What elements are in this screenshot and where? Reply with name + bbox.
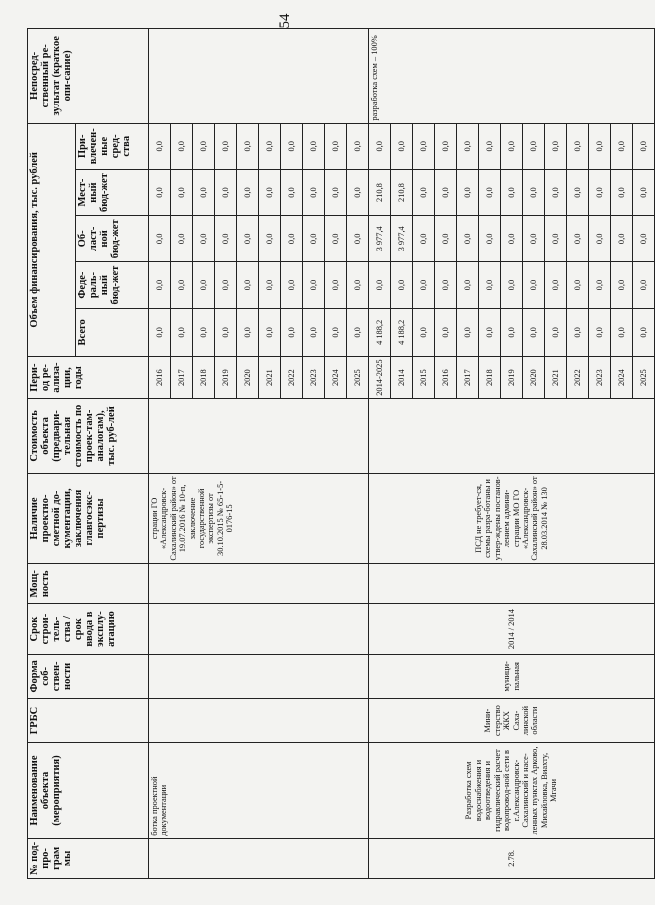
attracted-cell: 0,0 bbox=[435, 123, 457, 169]
total-cell: 0,0 bbox=[281, 308, 303, 356]
local-cell: 0,0 bbox=[193, 169, 215, 215]
total-cell: 0,0 bbox=[259, 308, 281, 356]
federal-cell: 0,0 bbox=[501, 262, 523, 308]
federal-cell: 0,0 bbox=[215, 262, 237, 308]
block2-psd: ПСД не требует-ся, схемы разра-ботаны и утвер-ждены постанов-лением админи-страции МО ГО «Александровск-Сахалинский район» от 28.03.2014 № 130 bbox=[369, 473, 655, 564]
attracted-cell: 0,0 bbox=[281, 123, 303, 169]
header-num: № под-про-грам мы bbox=[28, 838, 149, 878]
regional-cell: 0,0 bbox=[237, 216, 259, 262]
total-cell: 0,0 bbox=[633, 308, 655, 356]
block2-result: разработка схем – 100% bbox=[369, 29, 655, 124]
federal-cell: 0,0 bbox=[237, 262, 259, 308]
federal-cell: 0,0 bbox=[413, 262, 435, 308]
attracted-cell: 0,0 bbox=[215, 123, 237, 169]
attracted-cell: 0,0 bbox=[501, 123, 523, 169]
header-period: Пери-од ре-ализа-ции, годы bbox=[28, 357, 149, 399]
year-cell: 2018 bbox=[479, 357, 501, 399]
local-cell: 0,0 bbox=[589, 169, 611, 215]
federal-cell: 0,0 bbox=[611, 262, 633, 308]
attracted-cell: 0,0 bbox=[523, 123, 545, 169]
year-cell: 2024 bbox=[611, 357, 633, 399]
financing-table bbox=[27, 28, 655, 879]
local-cell: 0,0 bbox=[633, 169, 655, 215]
federal-cell: 0,0 bbox=[281, 262, 303, 308]
federal-cell: 0,0 bbox=[479, 262, 501, 308]
attracted-cell: 0,0 bbox=[567, 123, 589, 169]
block1-name: ботка проектной документации bbox=[149, 743, 369, 839]
header-power: Мощ-ность bbox=[28, 564, 149, 604]
local-cell: 0,0 bbox=[479, 169, 501, 215]
local-cell: 0,0 bbox=[171, 169, 193, 215]
header-attracted: При-влечен-ные сред-ства bbox=[76, 123, 149, 169]
regional-cell: 0,0 bbox=[347, 216, 369, 262]
year-cell: 2025 bbox=[347, 357, 369, 399]
year-cell: 2020 bbox=[523, 357, 545, 399]
year-cell: 2014 bbox=[391, 357, 413, 399]
year-cell: 2015 bbox=[413, 357, 435, 399]
attracted-cell: 0,0 bbox=[589, 123, 611, 169]
local-cell: 0,0 bbox=[523, 169, 545, 215]
block1-cost bbox=[149, 399, 369, 473]
total-cell: 0,0 bbox=[501, 308, 523, 356]
header-regional: Об-ласт-ной бюд-жет bbox=[76, 216, 149, 262]
regional-cell: 0,0 bbox=[567, 216, 589, 262]
attracted-cell: 0,0 bbox=[325, 123, 347, 169]
rotated-table-container bbox=[27, 28, 648, 879]
regional-cell: 0,0 bbox=[545, 216, 567, 262]
total-cell: 4 188,2 bbox=[369, 308, 391, 356]
federal-cell: 0,0 bbox=[391, 262, 413, 308]
local-cell: 0,0 bbox=[545, 169, 567, 215]
federal-cell: 0,0 bbox=[545, 262, 567, 308]
local-cell: 0,0 bbox=[435, 169, 457, 215]
header-name: Наименование объекта (мероприятия) bbox=[28, 743, 149, 839]
total-cell: 0,0 bbox=[171, 308, 193, 356]
regional-cell: 0,0 bbox=[193, 216, 215, 262]
federal-cell: 0,0 bbox=[523, 262, 545, 308]
local-cell: 210,8 bbox=[369, 169, 391, 215]
year-cell: 2021 bbox=[259, 357, 281, 399]
federal-cell: 0,0 bbox=[435, 262, 457, 308]
regional-cell: 0,0 bbox=[215, 216, 237, 262]
local-cell: 0,0 bbox=[611, 169, 633, 215]
header-total: Всего bbox=[76, 308, 149, 356]
attracted-cell: 0,0 bbox=[479, 123, 501, 169]
local-cell: 0,0 bbox=[347, 169, 369, 215]
header-form: Форма соб-ствен-ности bbox=[28, 654, 149, 698]
header-psd: Наличие проектно-сметной до-кументации, заключения главгосэкс-пертизы bbox=[28, 473, 149, 564]
local-cell: 210,8 bbox=[391, 169, 413, 215]
block2-grbs: Мини-стерство ЖКХ Саха-линской области bbox=[369, 698, 655, 742]
header-result: Непосред-ственный ре-зультат (краткое опи-сание) bbox=[28, 29, 149, 124]
year-cell: 2022 bbox=[567, 357, 589, 399]
attracted-cell: 0,0 bbox=[171, 123, 193, 169]
total-cell: 0,0 bbox=[413, 308, 435, 356]
attracted-cell: 0,0 bbox=[545, 123, 567, 169]
total-cell: 4 188,2 bbox=[391, 308, 413, 356]
local-cell: 0,0 bbox=[149, 169, 171, 215]
regional-cell: 0,0 bbox=[171, 216, 193, 262]
block2-name: Разработка схем водоснабжения и водоотведения и гидравлический расчет водопровод-ной сети в г.Александровск-Сахалинский и насе-ленных пунктах Арково, Михайловка, Виахту, Мгачи bbox=[369, 743, 655, 839]
local-cell: 0,0 bbox=[457, 169, 479, 215]
year-cell: 2021 bbox=[545, 357, 567, 399]
regional-cell: 0,0 bbox=[413, 216, 435, 262]
block1-power bbox=[149, 564, 369, 604]
regional-cell: 0,0 bbox=[633, 216, 655, 262]
block1-psd: страции ГО «Александровск-Сахалинский район» от 19.07.2016 № 10-п, заключение государственной экспертизы от 30.10.2015 № 65-1-5-0176-15 bbox=[149, 473, 369, 564]
block1-grbs bbox=[149, 698, 369, 742]
local-cell: 0,0 bbox=[303, 169, 325, 215]
header-fin-group: Объем финансирования, тыс. рублей bbox=[28, 123, 76, 356]
federal-cell: 0,0 bbox=[171, 262, 193, 308]
regional-cell: 0,0 bbox=[435, 216, 457, 262]
total-cell: 0,0 bbox=[435, 308, 457, 356]
regional-cell: 0,0 bbox=[523, 216, 545, 262]
year-cell: 2024 bbox=[325, 357, 347, 399]
total-cell: 0,0 bbox=[325, 308, 347, 356]
table-row bbox=[149, 29, 171, 879]
regional-cell: 0,0 bbox=[259, 216, 281, 262]
federal-cell: 0,0 bbox=[325, 262, 347, 308]
block2-cost bbox=[369, 399, 655, 473]
block1-form bbox=[149, 654, 369, 698]
local-cell: 0,0 bbox=[215, 169, 237, 215]
regional-cell: 3 977,4 bbox=[369, 216, 391, 262]
regional-cell: 0,0 bbox=[457, 216, 479, 262]
block2-term: 2014 / 2014 bbox=[369, 604, 655, 654]
total-cell: 0,0 bbox=[545, 308, 567, 356]
year-cell: 2023 bbox=[589, 357, 611, 399]
local-cell: 0,0 bbox=[501, 169, 523, 215]
federal-cell: 0,0 bbox=[149, 262, 171, 308]
block1-result bbox=[149, 29, 369, 124]
federal-cell: 0,0 bbox=[633, 262, 655, 308]
year-cell: 2020 bbox=[237, 357, 259, 399]
year-cell: 2016 bbox=[435, 357, 457, 399]
total-cell: 0,0 bbox=[237, 308, 259, 356]
attracted-cell: 0,0 bbox=[259, 123, 281, 169]
page-number: 54 bbox=[277, 13, 293, 29]
local-cell: 0,0 bbox=[567, 169, 589, 215]
regional-cell: 0,0 bbox=[501, 216, 523, 262]
attracted-cell: 0,0 bbox=[457, 123, 479, 169]
total-cell: 0,0 bbox=[457, 308, 479, 356]
block2-num: 2.78. bbox=[369, 838, 655, 878]
year-cell: 2022 bbox=[281, 357, 303, 399]
block2-power bbox=[369, 564, 655, 604]
attracted-cell: 0,0 bbox=[193, 123, 215, 169]
attracted-cell: 0,0 bbox=[413, 123, 435, 169]
total-cell: 0,0 bbox=[589, 308, 611, 356]
total-cell: 0,0 bbox=[479, 308, 501, 356]
block2-form: муници-пальная bbox=[369, 654, 655, 698]
regional-cell: 0,0 bbox=[479, 216, 501, 262]
year-cell: 2019 bbox=[501, 357, 523, 399]
total-cell: 0,0 bbox=[567, 308, 589, 356]
total-cell: 0,0 bbox=[523, 308, 545, 356]
year-cell: 2014-2025 bbox=[369, 357, 391, 399]
federal-cell: 0,0 bbox=[303, 262, 325, 308]
attracted-cell: 0,0 bbox=[633, 123, 655, 169]
local-cell: 0,0 bbox=[237, 169, 259, 215]
total-cell: 0,0 bbox=[149, 308, 171, 356]
year-cell: 2017 bbox=[457, 357, 479, 399]
regional-cell: 0,0 bbox=[589, 216, 611, 262]
block1-num bbox=[149, 838, 369, 878]
total-cell: 0,0 bbox=[303, 308, 325, 356]
local-cell: 0,0 bbox=[281, 169, 303, 215]
year-cell: 2016 bbox=[149, 357, 171, 399]
regional-cell: 0,0 bbox=[303, 216, 325, 262]
federal-cell: 0,0 bbox=[347, 262, 369, 308]
table-row bbox=[369, 29, 391, 879]
regional-cell: 3 977,4 bbox=[391, 216, 413, 262]
regional-cell: 0,0 bbox=[281, 216, 303, 262]
regional-cell: 0,0 bbox=[611, 216, 633, 262]
regional-cell: 0,0 bbox=[149, 216, 171, 262]
total-cell: 0,0 bbox=[215, 308, 237, 356]
attracted-cell: 0,0 bbox=[369, 123, 391, 169]
year-cell: 2019 bbox=[215, 357, 237, 399]
local-cell: 0,0 bbox=[259, 169, 281, 215]
regional-cell: 0,0 bbox=[325, 216, 347, 262]
header-federal: Феде-раль-ный бюд-жет bbox=[76, 262, 149, 308]
header-term: Срок строи-тель-ства / срок ввода в эксплу-атацию bbox=[28, 604, 149, 654]
federal-cell: 0,0 bbox=[259, 262, 281, 308]
total-cell: 0,0 bbox=[193, 308, 215, 356]
attracted-cell: 0,0 bbox=[237, 123, 259, 169]
federal-cell: 0,0 bbox=[567, 262, 589, 308]
attracted-cell: 0,0 bbox=[347, 123, 369, 169]
federal-cell: 0,0 bbox=[457, 262, 479, 308]
attracted-cell: 0,0 bbox=[303, 123, 325, 169]
header-cost: Стоимость объекта (предвари-тельная стоимость по проек-там-аналогам), тыс. руб-лей bbox=[28, 399, 149, 473]
federal-cell: 0,0 bbox=[589, 262, 611, 308]
total-cell: 0,0 bbox=[611, 308, 633, 356]
attracted-cell: 0,0 bbox=[391, 123, 413, 169]
federal-cell: 0,0 bbox=[193, 262, 215, 308]
header-local: Мест-ный бюд-жет bbox=[76, 169, 149, 215]
federal-cell: 0,0 bbox=[369, 262, 391, 308]
local-cell: 0,0 bbox=[325, 169, 347, 215]
header-grbs: ГРБС bbox=[28, 698, 149, 742]
block1-term bbox=[149, 604, 369, 654]
total-cell: 0,0 bbox=[347, 308, 369, 356]
year-cell: 2018 bbox=[193, 357, 215, 399]
local-cell: 0,0 bbox=[413, 169, 435, 215]
year-cell: 2017 bbox=[171, 357, 193, 399]
year-cell: 2025 bbox=[633, 357, 655, 399]
year-cell: 2023 bbox=[303, 357, 325, 399]
attracted-cell: 0,0 bbox=[149, 123, 171, 169]
attracted-cell: 0,0 bbox=[611, 123, 633, 169]
